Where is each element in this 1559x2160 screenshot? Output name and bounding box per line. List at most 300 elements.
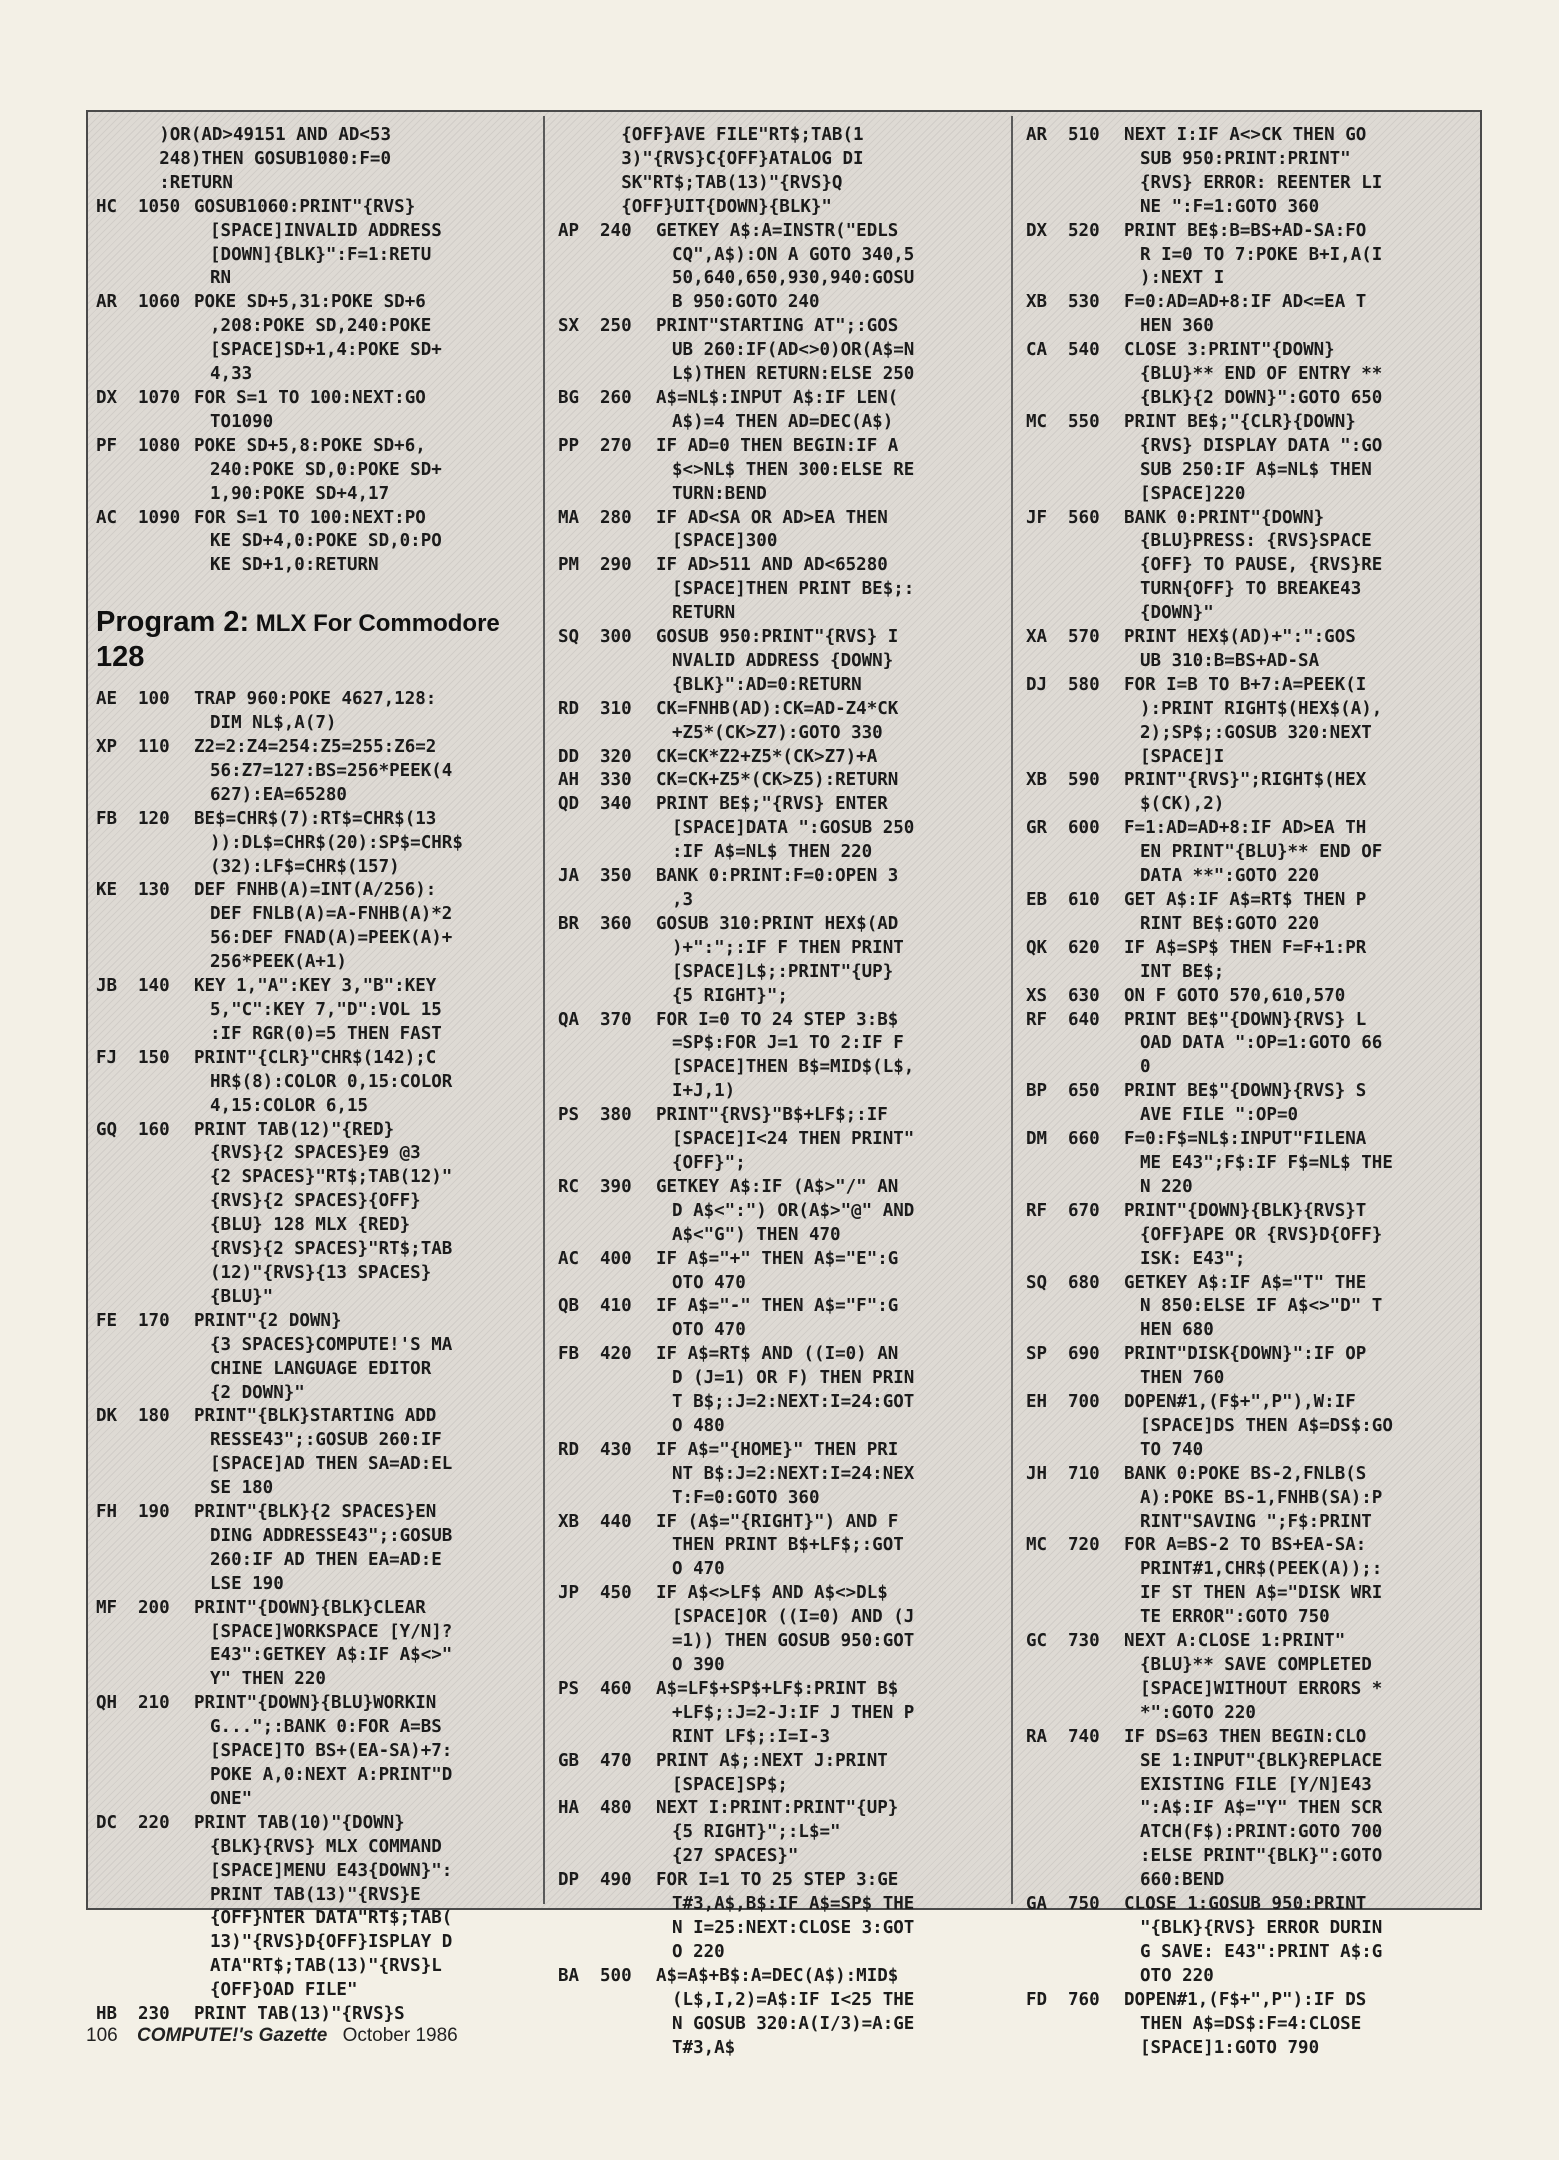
code-line (96, 951, 526, 975)
code-line (96, 554, 526, 578)
code-text: 13)"{RVS}D{OFF}ISPLAY D (210, 1932, 453, 1953)
code-text: :RETURN (96, 172, 233, 193)
code-text: PRINT TAB(13)"{RVS}E (210, 1884, 421, 1905)
code-text: BANK 0:POKE BS-2,FNLB(S (1124, 1463, 1367, 1484)
code-line (1026, 1439, 1466, 1463)
line-number: 730 (1068, 1631, 1100, 1652)
code-text: PRINT"STARTING AT";:GOS (656, 316, 899, 337)
code-text: TRAP 960:POKE 4627,128: (194, 689, 437, 710)
code-text: 627):EA=65280 (210, 784, 347, 805)
code-line (1026, 698, 1466, 722)
code-line (96, 148, 526, 172)
code-line (558, 411, 988, 435)
code-text: {DOWN}" (1140, 603, 1214, 624)
checksum: GA (1026, 1894, 1048, 1915)
checksum: XB (1026, 770, 1048, 791)
code-text: OTO 470 (672, 1320, 746, 1341)
code-text: NEXT I:PRINT:PRINT"{UP} (656, 1798, 899, 1819)
code-text: DING ADDRESSE43";:GOSUB (210, 1525, 453, 1546)
code-line (96, 1716, 526, 1740)
checksum: KE (96, 880, 118, 901)
code-line (1026, 913, 1466, 937)
code-line (558, 1630, 988, 1654)
code-line (558, 267, 988, 291)
code-line (1026, 267, 1466, 291)
code-text: ME E43";F$:IF F$=NL$ THE (1140, 1152, 1393, 1173)
code-line (1026, 1295, 1466, 1319)
code-text: +LF$;:J=2-J:IF J THEN P (672, 1702, 915, 1723)
code-text: {RVS}{2 SPACES}{OFF} (210, 1191, 421, 1212)
line-number: 460 (600, 1678, 632, 1699)
code-text: HEN 360 (1140, 316, 1214, 337)
checksum: DX (1026, 220, 1048, 241)
code-line (558, 196, 988, 220)
code-line (96, 1501, 526, 1525)
code-line (558, 1534, 988, 1558)
code-text: POKE SD+5,8:POKE SD+6, (194, 435, 426, 456)
checksum: MA (558, 507, 580, 528)
checksum: FH (96, 1502, 118, 1523)
code-text: +Z5*(CK>Z7):GOTO 330 (672, 722, 883, 743)
code-text: BE$=CHR$(7):RT$=CHR$(13 (194, 808, 437, 829)
checksum: QB (558, 1296, 580, 1317)
code-text: CK=FNHB(AD):CK=AD-Z4*CK (656, 698, 899, 719)
code-line (96, 1095, 526, 1119)
code-text: OTO 220 (1140, 1965, 1214, 1986)
code-line (96, 1429, 526, 1453)
code-text: {BLU}" (210, 1286, 274, 1307)
code-text: POKE A,0:NEXT A:PRINT"D (210, 1765, 453, 1785)
code-text: E43":GETKEY A$:IF A$<>" (210, 1645, 453, 1666)
code-text: ):NEXT I (1140, 268, 1225, 289)
code-line (558, 1941, 988, 1965)
code-line (1026, 1989, 1466, 2013)
checksum: MF (96, 1597, 118, 1618)
code-line (558, 363, 988, 387)
checksum: DC (96, 1812, 118, 1833)
line-number: 170 (138, 1310, 170, 1331)
code-text: {5 RIGHT}"; (672, 985, 788, 1006)
code-text: {OFF}APE OR {RVS}D{OFF} (1140, 1224, 1383, 1245)
code-text: POKE SD+5,31:POKE SD+6 (194, 292, 426, 313)
code-text: DOPEN#1,(F$+",P"):IF DS (1124, 1989, 1367, 2010)
program-2-title (96, 606, 526, 676)
code-line (96, 736, 526, 760)
line-number: 110 (138, 737, 170, 758)
checksum: DM (1026, 1129, 1048, 1150)
code-text: EXISTING FILE [Y/N]E43 (1140, 1774, 1372, 1795)
line-number: 200 (138, 1597, 170, 1618)
code-text: F=1:AD=AD+8:IF AD>EA TH (1124, 818, 1367, 839)
code-text: FOR S=1 TO 100:NEXT:PO (194, 507, 426, 528)
code-text: PRINT"{DOWN}{BLU}WORKIN (194, 1693, 437, 1714)
checksum: RD (558, 1439, 580, 1460)
code-text: BANK 0:PRINT"{DOWN} (1124, 507, 1325, 528)
code-text: :IF RGR(0)=5 THEN FAST (210, 1023, 442, 1044)
code-line (558, 1152, 988, 1176)
code-line (96, 1740, 526, 1764)
code-line (96, 856, 526, 880)
checksum: SQ (558, 627, 580, 648)
code-line (1026, 1463, 1466, 1487)
code-text: GOSUB 950:PRINT"{RVS} I (656, 627, 899, 648)
code-line (96, 315, 526, 339)
code-text: [SPACE]AD THEN SA=AD:EL (210, 1454, 453, 1475)
code-text: PRINT HEX$(AD)+":":GOS (1124, 627, 1356, 648)
line-number: 690 (1068, 1344, 1100, 1365)
code-text: PRINT"{DOWN}{BLK}CLEAR (194, 1597, 426, 1618)
code-line (1026, 722, 1466, 746)
code-text: [SPACE]THEN PRINT BE$;: (672, 579, 915, 600)
line-number: 630 (1068, 985, 1100, 1006)
code-text: ONE" (210, 1788, 253, 1809)
code-text: IF A$=SP$ THEN F=F+1:PR (1124, 937, 1367, 958)
code-line (96, 927, 526, 951)
checksum: DX (96, 387, 118, 408)
checksum: QK (1026, 937, 1048, 958)
line-number: 390 (600, 1176, 632, 1197)
code-text: GOSUB1060:PRINT"{RVS} (194, 196, 416, 217)
code-line (558, 1439, 988, 1463)
code-line (96, 196, 526, 220)
code-line (1026, 1343, 1466, 1367)
code-line (96, 975, 526, 999)
code-text: 4,33 (210, 364, 253, 385)
code-text: [DOWN]{BLK}":F=1:RETU (210, 244, 432, 265)
code-text: TURN{OFF} TO BREAKE43 (1140, 579, 1362, 600)
code-line (558, 1654, 988, 1678)
code-text: TURN:BEND (672, 483, 767, 504)
code-text: ":A$:IF A$="Y" THEN SCR (1140, 1798, 1383, 1819)
code-text: SUB 250:IF A$=NL$ THEN (1140, 459, 1372, 480)
checksum: GR (1026, 818, 1048, 839)
checksum: MC (1026, 411, 1048, 432)
line-number: 620 (1068, 937, 1100, 958)
checksum: HA (558, 1798, 580, 1819)
code-line (558, 1726, 988, 1750)
page-number: 106 (86, 2025, 118, 2046)
code-line (96, 1358, 526, 1382)
checksum: SP (1026, 1344, 1048, 1365)
code-text: =1)) THEN GOSUB 950:GOT (672, 1631, 915, 1652)
code-text: IF DS=63 THEN BEGIN:CLO (1124, 1726, 1367, 1747)
code-line (96, 339, 526, 363)
code-line (558, 1295, 988, 1319)
line-number: 670 (1068, 1200, 1100, 1221)
code-line (96, 1119, 526, 1143)
code-text: PRINT BE$:B=BS+AD-SA:FO (1124, 220, 1367, 241)
code-line (558, 1893, 988, 1917)
code-text: {BLU}** END OF ENTRY ** (1140, 364, 1383, 385)
checksum: JF (1026, 507, 1048, 528)
checksum: JA (558, 866, 580, 887)
checksum: XB (1026, 292, 1048, 313)
code-text: FOR S=1 TO 100:NEXT:GO (194, 387, 426, 408)
code-text: {2 DOWN}" (210, 1382, 305, 1403)
code-text: SK"RT$;TAB(13)"{RVS}Q (558, 172, 843, 193)
code-text: THEN PRINT B$+LF$;:GOT (672, 1535, 904, 1556)
code-text: 56:DEF FNAD(A)=PEEK(A)+ (210, 928, 453, 949)
code-line (1026, 626, 1466, 650)
code-text: {RVS}{2 SPACES}"RT$;TAB (210, 1239, 453, 1260)
code-line (558, 698, 988, 722)
line-number: 100 (138, 689, 170, 710)
code-line (558, 291, 988, 315)
code-line (1026, 339, 1466, 363)
line-number: 350 (600, 866, 632, 887)
code-text: THEN 760 (1140, 1368, 1225, 1389)
code-line (558, 1032, 988, 1056)
code-text: PRINT BE$"{DOWN}{RVS} L (1124, 1009, 1367, 1030)
code-line (96, 688, 526, 712)
checksum: RF (1026, 1200, 1048, 1221)
code-line (1026, 1582, 1466, 1606)
code-line (96, 760, 526, 784)
code-line (1026, 387, 1466, 411)
code-text: ):PRINT RIGHT$(HEX$(A), (1140, 698, 1383, 719)
line-number: 1060 (138, 292, 181, 313)
checksum: AR (1026, 125, 1048, 145)
code-line (558, 961, 988, 985)
code-line (558, 315, 988, 339)
code-line (1026, 1080, 1466, 1104)
code-text: PRINT TAB(10)"{DOWN} (194, 1812, 405, 1833)
code-text: [SPACE]MENU E43{DOWN}": (210, 1860, 453, 1881)
code-line (1026, 1176, 1466, 1200)
line-number: 470 (600, 1750, 632, 1771)
code-text: LSE 190 (210, 1573, 284, 1594)
code-line (1026, 1104, 1466, 1128)
code-line (558, 1511, 988, 1535)
checksum: QD (558, 794, 580, 815)
checksum: EH (1026, 1392, 1048, 1413)
code-text: ,208:POKE SD,240:POKE (210, 316, 432, 337)
code-line (558, 148, 988, 172)
line-number: 210 (138, 1693, 170, 1714)
code-text: ISK: E43"; (1140, 1248, 1246, 1269)
code-text: AVE FILE ":OP=0 (1140, 1105, 1299, 1126)
code-line (96, 999, 526, 1023)
code-text: PRINT BE$;"{RVS} ENTER (656, 794, 888, 815)
code-line (1026, 1534, 1466, 1558)
line-number: 450 (600, 1583, 632, 1604)
checksum: BR (558, 913, 580, 934)
line-number: 700 (1068, 1392, 1100, 1413)
code-line (96, 435, 526, 459)
code-line (96, 1238, 526, 1262)
code-text: CK=CK*Z2+Z5*(CK>Z7)+A (656, 746, 878, 767)
code-line (558, 769, 988, 793)
code-text: 256*PEEK(A+1) (210, 952, 347, 973)
code-line (1026, 746, 1466, 770)
line-number: 540 (1068, 340, 1100, 361)
code-line (1026, 674, 1466, 698)
code-text: EN PRINT"{BLU}** END OF (1140, 842, 1383, 863)
code-line (96, 459, 526, 483)
code-text: A$)=4 THEN AD=DEC(A$) (672, 411, 894, 432)
code-line (558, 1248, 988, 1272)
code-line (1026, 1558, 1466, 1582)
line-number: 660 (1068, 1129, 1100, 1150)
code-line (96, 1812, 526, 1836)
code-text: [SPACE]WITHOUT ERRORS * (1140, 1678, 1383, 1699)
code-line (558, 1821, 988, 1845)
code-text: {BLK}{2 DOWN}":GOTO 650 (1140, 387, 1383, 408)
code-text: A$=LF$+SP$+LF$:PRINT B$ (656, 1678, 899, 1699)
checksum: HC (96, 196, 118, 217)
line-number: 150 (138, 1047, 170, 1068)
code-text: NEXT A:CLOSE 1:PRINT" (1124, 1631, 1346, 1652)
code-text: A$=NL$:INPUT A$:IF LEN( (656, 387, 899, 408)
code-text: ATCH(F$):PRINT:GOTO 700 (1140, 1822, 1383, 1843)
code-text: )+":";:IF F THEN PRINT (672, 937, 904, 958)
line-number: 140 (138, 976, 170, 997)
program-2-lines-b (558, 124, 988, 2060)
code-line (1026, 196, 1466, 220)
line-number: 360 (600, 913, 632, 934)
checksum: RA (1026, 1726, 1048, 1747)
line-number: 230 (138, 2004, 170, 2025)
line-number: 480 (600, 1798, 632, 1819)
code-line (558, 985, 988, 1009)
code-text: CQ",A$):ON A GOTO 340,5 (672, 244, 915, 265)
line-number: 410 (600, 1296, 632, 1317)
code-line (1026, 769, 1466, 793)
code-line (96, 291, 526, 315)
code-line (558, 1224, 988, 1248)
code-line (1026, 530, 1466, 554)
code-line (1026, 1032, 1466, 1056)
code-text: {OFF} TO PAUSE, {RVS}RE (1140, 555, 1383, 576)
checksum: GQ (96, 1119, 118, 1140)
code-text: PRINT"{DOWN}{BLK}{RVS}T (1124, 1200, 1367, 1221)
code-text: "{BLK}{RVS} ERROR DURIN (1140, 1917, 1383, 1938)
checksum: RC (558, 1176, 580, 1197)
code-line (96, 1023, 526, 1047)
code-line (558, 220, 988, 244)
code-text: PRINT TAB(12)"{RED} (194, 1119, 395, 1140)
line-number: 520 (1068, 220, 1100, 241)
code-line (96, 879, 526, 903)
code-text: GETKEY A$:A=INSTR("EDLS (656, 220, 899, 241)
line-number: 130 (138, 880, 170, 901)
code-line (1026, 1917, 1466, 1941)
code-line (558, 913, 988, 937)
line-number: 590 (1068, 770, 1100, 791)
line-number: 570 (1068, 627, 1100, 648)
code-line (558, 1989, 988, 2013)
code-line (558, 1463, 988, 1487)
checksum: AR (96, 292, 118, 313)
code-line (96, 2003, 526, 2027)
code-text: FOR I=B TO B+7:A=PEEK(I (1124, 674, 1367, 695)
checksum: EB (1026, 890, 1048, 910)
code-line (1026, 172, 1466, 196)
code-line (1026, 483, 1466, 507)
code-text: FOR I=1 TO 25 STEP 3:GE (656, 1870, 899, 1891)
program-2-lines-a (96, 688, 526, 2027)
code-line (558, 937, 988, 961)
code-text: 0 (1140, 1057, 1151, 1078)
code-text: 4,15:COLOR 6,15 (210, 1095, 369, 1116)
code-text: OAD DATA ":OP=1:GOTO 66 (1140, 1033, 1383, 1054)
code-text: RESSE43";:GOSUB 260:IF (210, 1430, 442, 1451)
line-number: 750 (1068, 1894, 1100, 1915)
line-number: 580 (1068, 674, 1100, 695)
code-text: NEXT I:IF A<>CK THEN GO (1124, 125, 1367, 145)
code-text: {BLU}** SAVE COMPLETED (1140, 1655, 1372, 1675)
code-line (1026, 1224, 1466, 1248)
code-line (558, 1009, 988, 1033)
code-text: RINT"SAVING ";F$:PRINT (1140, 1511, 1372, 1532)
code-line (558, 1128, 988, 1152)
code-text: NVALID ADDRESS {DOWN} (672, 650, 894, 671)
code-text: {OFF}AVE FILE"RT$;TAB(1 (558, 125, 864, 145)
code-text: {RVS} ERROR: REENTER LI (1140, 172, 1383, 193)
code-text: [SPACE]DATA ":GOSUB 250 (672, 818, 915, 839)
code-line (96, 1142, 526, 1166)
line-number: 180 (138, 1406, 170, 1427)
code-line (1026, 650, 1466, 674)
line-number: 640 (1068, 1009, 1100, 1030)
code-text: [SPACE]TO BS+(EA-SA)+7: (210, 1741, 453, 1762)
code-text: THEN A$=DS$:F=4:CLOSE (1140, 2013, 1362, 2034)
line-number: 600 (1068, 818, 1100, 839)
code-text: KE SD+4,0:POKE SD,0:PO (210, 531, 442, 552)
code-line (558, 387, 988, 411)
code-line (1026, 985, 1466, 1009)
code-line (96, 1214, 526, 1238)
code-text: 248)THEN GOSUB1080:F=0 (96, 148, 392, 169)
code-text: [SPACE]I<24 THEN PRINT" (672, 1129, 915, 1150)
code-text: {2 SPACES}"RT$;TAB(12)" (210, 1167, 453, 1188)
code-text: IF (A$="{RIGHT}") AND F (656, 1511, 899, 1532)
code-line (1026, 124, 1466, 148)
line-number: 710 (1068, 1463, 1100, 1484)
code-text: [SPACE]WORKSPACE [Y/N]? (210, 1621, 453, 1642)
checksum: XA (1026, 627, 1048, 648)
code-line (558, 1845, 988, 1869)
code-line (96, 1310, 526, 1334)
code-line (96, 1166, 526, 1190)
code-text: [SPACE]I (1140, 746, 1225, 767)
code-text: B 950:GOTO 240 (672, 292, 820, 313)
checksum: MC (1026, 1535, 1048, 1556)
code-line (96, 124, 526, 148)
code-line (558, 435, 988, 459)
code-line (1026, 1774, 1466, 1798)
code-line (96, 1979, 526, 2003)
line-number: 320 (600, 746, 632, 767)
code-text: TO 740 (1140, 1439, 1204, 1460)
code-text: A$<"G") THEN 470 (672, 1224, 841, 1245)
code-text: GETKEY A$:IF (A$>"/" AN (656, 1176, 899, 1197)
code-line (1026, 602, 1466, 626)
checksum: HB (96, 2004, 118, 2025)
code-line (558, 1869, 988, 1893)
code-line (1026, 435, 1466, 459)
code-line (558, 1774, 988, 1798)
checksum: JP (558, 1583, 580, 1604)
code-line (96, 1573, 526, 1597)
line-number: 240 (600, 220, 632, 241)
code-text: CHINE LANGUAGE EDITOR (210, 1358, 432, 1379)
code-line (96, 363, 526, 387)
code-text: D A$<":") OR(A$>"@" AND (672, 1200, 915, 1221)
issue-date: October 1986 (342, 2025, 458, 2046)
code-line (558, 1487, 988, 1511)
code-line (1026, 148, 1466, 172)
